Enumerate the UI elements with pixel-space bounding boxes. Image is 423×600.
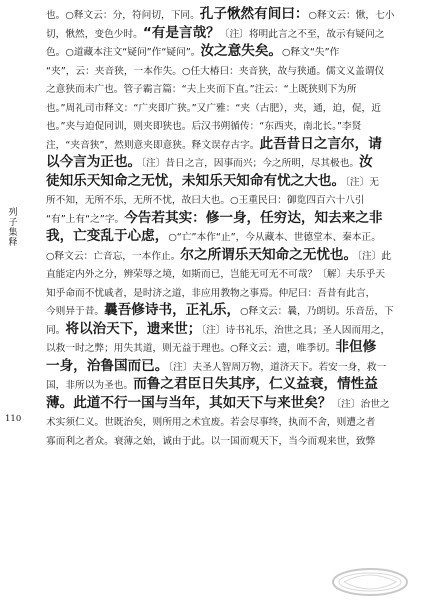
main-text-segment: 汝之意失矣。 [200,43,283,59]
text-line [46,226,418,245]
commentary-segment: 释文“失”作 [290,47,340,58]
commentary-segment: 〔注〕治世之 [331,398,390,410]
text-line [46,393,418,412]
commentary-segment: 道藏本注文“疑问”作“疑问”。 [73,47,201,58]
text-line [46,23,418,42]
commentary-segment: ○ [230,195,239,206]
commentary-segment: 术实须仁义。世既治矣，则所用之术宜废。若会尽事终，执而不舍，则遭之者 [46,417,376,428]
commentary-segment: 所不知，无所不乐，无所不忧，故曰大也。 [46,195,231,206]
commentary-segment: ○ [65,47,74,58]
main-text-segment: 我，亡变乱于心虑， [46,228,169,244]
commentary-segment: ○ [46,250,55,262]
text-line [46,134,418,153]
commentary-segment: ○“亡”本作“止”，今从藏本、世德堂本、秦本正。 [168,232,381,243]
commentary-segment: 知乎命而不忧戚者，是时济之道，非应用教物之事焉。 [46,287,279,299]
text-line [46,78,418,97]
commentary-segment: 以救一时之弊；用失其道，则无益于理也。 [46,343,231,354]
main-text-segment: 薄。 [46,394,74,411]
text-line [46,189,418,208]
commentary-segment: 释文云：分，符问切，下同。 [73,10,200,21]
commentary-segment: 释文云：愀，七小 [316,10,395,21]
commentary-segment: 释文云：亡音忘，一本作止。 [54,250,181,262]
text-line [46,430,418,449]
text-line [46,263,418,282]
text-line [46,60,418,79]
watermark-seal-icon [330,566,410,598]
text-body [46,4,418,596]
main-text-segment: 尔之所谓乐天知命之无忧也。 [180,246,358,263]
text-line [46,337,418,356]
main-text-segment: 以今言为正也。 [46,154,142,170]
commentary-segment: 切，愀然，变色少时。 [46,28,143,40]
commentary-segment: 〔注〕此 [357,250,392,262]
commentary-segment: 注，“夹音狭”，然则意夹即意狭。 [46,139,192,151]
commentary-segment: 也。 [46,10,66,21]
text-line [46,282,418,301]
text-line [46,97,418,116]
commentary-segment: 色。 [46,47,66,58]
text-line [46,374,418,393]
commentary-segment: 〔注〕将明此言之不至，故示有疑问之 [219,28,385,40]
commentary-segment: 寡而利之者众。 [46,435,114,447]
running-title: 列子集释 [8,208,18,248]
text-line [46,171,418,190]
commentary-segment: 今则异于昔。 [46,306,105,317]
text-line [46,411,418,430]
commentary-segment: 〔注〕昔日之言，因事而兴；今之所明，尽其极也。 [141,158,360,169]
commentary-segment: 衰薄之始，诚由于此。以一国而观天下，当今而观来世，致弊 [113,435,376,447]
commentary-segment: 〔注〕夫圣人智周万物，道济天下。若安一身，救一 [168,361,387,373]
commentary-segment: 之意狭而未广也。 [46,84,124,95]
text-line [46,245,418,264]
text-line [46,208,418,227]
text-line [46,152,418,171]
commentary-segment: ○ [308,10,317,21]
text-line [46,115,418,134]
commentary-segment: 国，非所以为圣也。 [46,380,134,391]
commentary-segment: ○ [240,306,249,317]
commentary-segment: 直能定内外之分，辨荣辱之境，如斯而已，岂能无可无不可哉？〔解〕夫乐乎天 [46,269,386,280]
main-text-segment: 今告若其实：修一身，任穷达，知去来之非 [124,209,383,226]
text-line [46,356,418,375]
commentary-segment: “夹”，云：夹音狭，一本作失。 [46,65,182,77]
main-text-segment: 将以治天下，遗来世； [65,320,202,337]
commentary-segment: 释文云：遗，唯季切。 [238,343,336,354]
commentary-segment: 也。”周礼司市释文：“广夹即广狭。”又广雅：“夹（古肥），夹，通，迫，促，近 [46,102,381,114]
commentary-segment: 任大椿曰：夹音狭，故与狭通。儒文义盖谓仪 [190,65,385,77]
main-text-segment: 非但修 [335,339,377,355]
commentary-segment: 也。”夹与迫促同训，则夹即狭也。后汉书朔循传：“东西夹，南北长。”李贤 [46,121,362,132]
main-text-segment: 而鲁之君臣日失其序，仁义益衰，情性益 [133,376,378,392]
commentary-segment: 〔注〕诗书礼乐，治世之具；圣人因而用之， [201,324,391,336]
main-text-segment: “有是言哉？ [142,24,220,41]
commentary-segment: 同。 [46,324,66,336]
commentary-segment: ○ [230,343,239,354]
main-text-segment: 汝 [359,154,373,170]
text-line [46,300,418,319]
commentary-segment: 王重民曰：御览四百六十八引 [238,195,365,206]
commentary-segment: 管子霸言篇：“夫上夹而下直。”注云：“上既狭则下为所 [123,84,357,95]
commentary-segment: ○ [65,10,74,21]
commentary-segment: 仲尼 [278,287,298,299]
main-text-segment: 此吾昔日之言尔，请 [259,135,382,152]
main-text-segment: 一身，治鲁国而已。 [46,357,169,374]
text-line [46,4,418,23]
text-line [46,319,418,338]
text-line [46,41,418,60]
commentary-segment: “有”上有“之”字。 [46,213,125,225]
commentary-segment: 曰：吾昔有此言， [297,287,376,299]
commentary-segment: ○ [181,65,191,77]
main-text-segment: 孔子愀然有间曰： [199,6,309,22]
main-text-segment: 徒知乐天知命之无忧，未知乐天知命有忧之大也。 [46,172,346,189]
main-text-segment: 曩吾修诗书，正礼乐， [104,302,241,318]
commentary-segment: 〔注〕无 [345,176,379,188]
commentary-segment: 释文云：曩，乃朗切。乐音岳，下 [248,306,394,317]
commentary-segment: 释文误存古字。 [191,139,260,151]
commentary-segment: ○ [282,47,291,58]
page-number: 110 [5,414,22,424]
main-text-segment: 此道不行一国与当年，其如天下与来世矣？ [73,394,332,411]
